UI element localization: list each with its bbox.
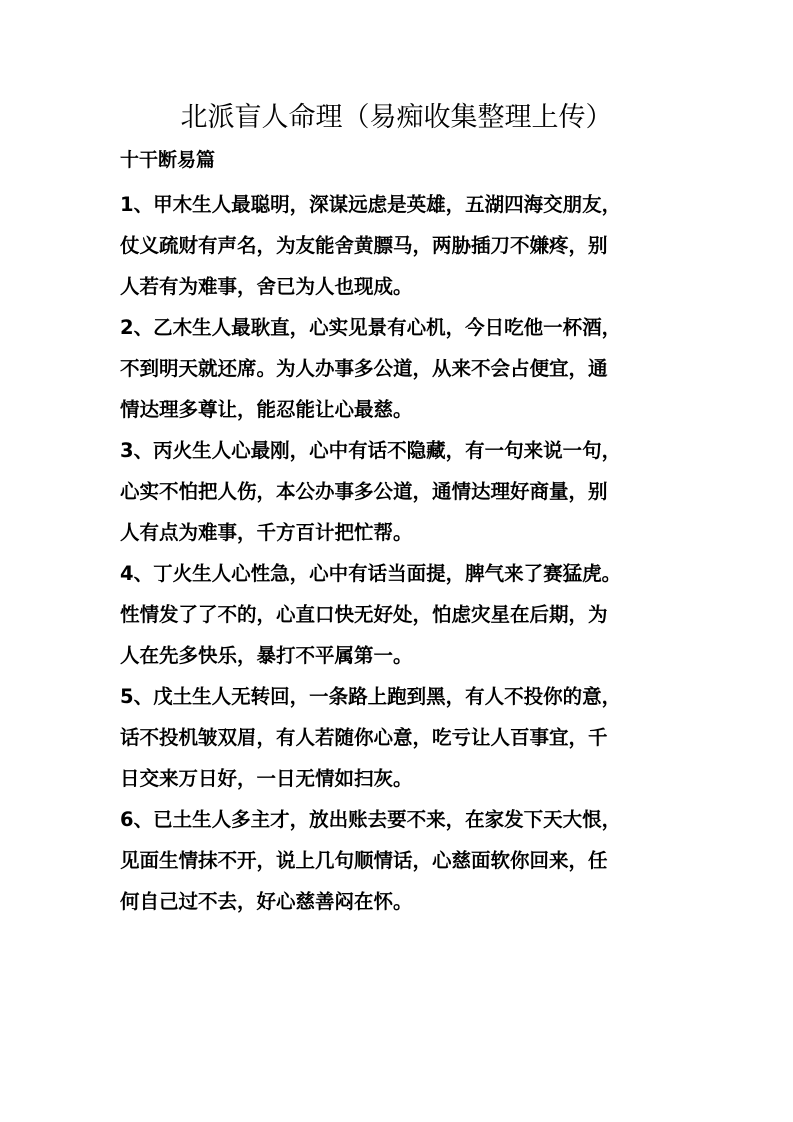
text-line: 见面生情抹不开，说上几句顺情话，心慈面软你回来，任 — [120, 849, 608, 872]
paragraph-4 — [120, 553, 660, 676]
text-line: 何自己过不去，好心慈善闷在怀。 — [120, 890, 413, 913]
text-line: 5、戊土生人无转回，一条路上跑到黑，有人不投你的意， — [120, 685, 622, 708]
paragraph-6 — [120, 799, 660, 922]
text-line: 人若有为难事，舍已为人也现成。 — [120, 275, 413, 298]
text-line: 3、丙火生人心最刚，心中有话不隐藏，有一句来说一句， — [120, 439, 622, 462]
paragraph-3 — [120, 430, 660, 553]
document-title: 北派盲人命理（易痴收集整理上传） — [180, 102, 613, 133]
text-line: 6、已土生人多主才，放出账去要不来，在家发下天大恨， — [120, 808, 622, 831]
paragraph-5 — [120, 676, 660, 799]
text-line: 话不投机皱双眉，有人若随你心意，吃亏让人百事宜，千 — [120, 726, 608, 749]
text-line: 心实不怕把人伤，本公办事多公道，通情达理好商量，别 — [120, 480, 608, 503]
text-line: 4、丁火生人心性急，心中有话当面提，脾气来了赛猛虎。 — [120, 562, 622, 585]
text-line: 2、乙木生人最耿直，心实见景有心机，今日吃他一杯酒， — [120, 316, 622, 339]
text-line: 日交来万日好，一日无情如扫灰。 — [120, 767, 413, 790]
text-line: 人有点为难事，千方百计把忙帮。 — [120, 521, 413, 544]
document-body — [120, 184, 660, 922]
section-heading: 十干断易篇 — [120, 149, 216, 171]
text-line: 人在先多快乐，暴打不平属第一。 — [120, 644, 413, 667]
paragraph-1 — [120, 184, 660, 307]
text-line: 仗义疏财有声名，为友能舍黄膘马，两胁插刀不嫌疼，别 — [120, 234, 608, 257]
text-line: 1、甲木生人最聪明，深谋远虑是英雄，五湖四海交朋友， — [120, 193, 622, 216]
text-line: 情达理多尊让，能忍能让心最慈。 — [120, 398, 413, 421]
paragraph-2 — [120, 307, 660, 430]
text-line: 不到明天就还席。为人办事多公道，从来不会占便宜，通 — [120, 357, 608, 380]
text-line: 性情发了了不的，心直口快无好处，怕虑灾星在后期，为 — [120, 603, 608, 626]
